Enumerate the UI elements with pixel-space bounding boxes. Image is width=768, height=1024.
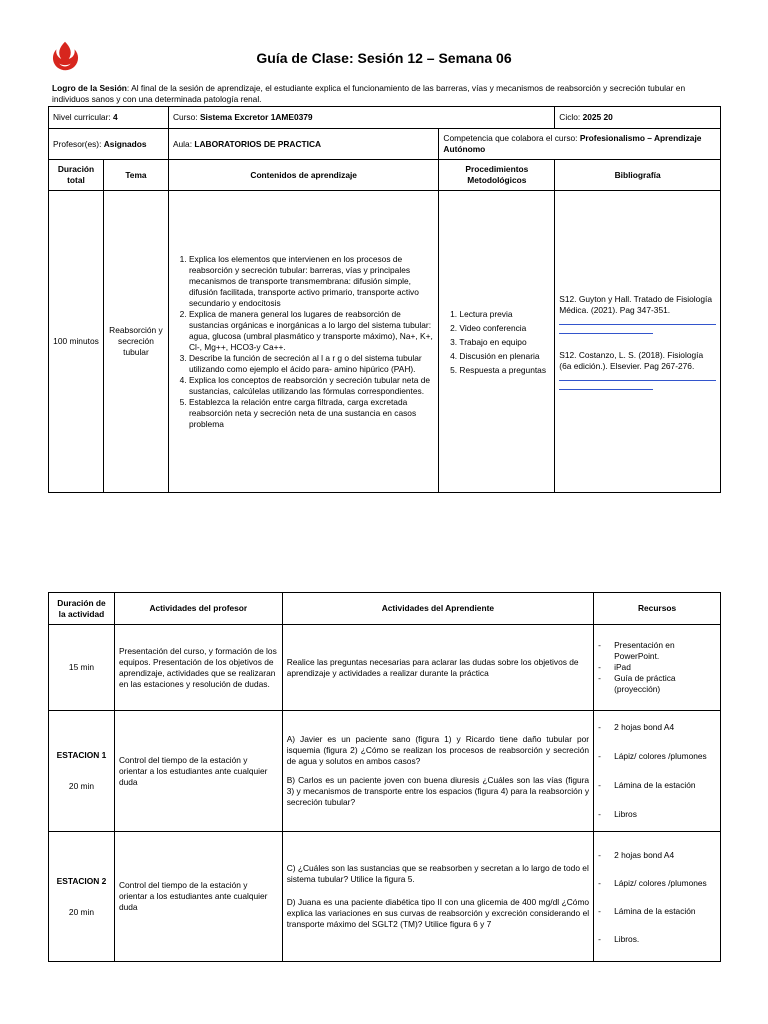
procedimientos (439, 191, 555, 493)
bibliografia (555, 191, 721, 493)
recurso-item: - 2 hojas bond A4 (598, 713, 716, 742)
actividad-profesor: Presentación del curso, y formación de los equipos. Presentación de los objetivos de aprendizaje, actividades que se realizaran en las estaciones y resolución de dudas. (114, 625, 282, 711)
recurso-item: - Presentación en PowerPoint. (598, 640, 716, 662)
header-procedimientos: Procedimientos Metodológicos (439, 160, 555, 191)
recurso-item: - Lámina de la estación (598, 897, 716, 925)
header-actividades-aprendiente: Actividades del Aprendiente (282, 593, 593, 625)
duracion-actividad: 20 min (68, 906, 95, 917)
recurso-item: - Guía de práctica (proyección) (598, 673, 716, 695)
contenido-item: 4. Explica los conceptos de reabsorción y secreción tubular neta de sustancias, calcúlelas utilizando las fórmulas correspondientes. (189, 375, 434, 397)
header-bibliografia: Bibliografía (555, 160, 721, 191)
bib-link-line (559, 372, 716, 381)
estacion-label: ESTACION 1 (56, 750, 107, 760)
contenido-item: 3. Describe la función de secreción al l a r g o del sistema tubular utilizando como ejemplo el ácido para- amino hipúrico (PAH). (189, 353, 434, 375)
aprendiente-text: C) ¿Cuáles son las sustancias que se reabsorben y secretan a lo largo de todo el sistema tubular? Utilice la figura 5. (286, 863, 589, 884)
contenido-item: 2. Explica de manera general los lugares de reabsorción de sustancias orgánicas e inorgánicas a lo largo del sistema tubular: agua, glucosa (umbral plasmático y transporte máximo), Na+, K+, Cl-, Mg++, HCO3-y Ca++. (189, 309, 434, 353)
recurso-item: - Lámina de la estación (598, 771, 716, 800)
contenido-item: 5. Establezca la relación entre carga filtrada, carga excretada reabsorción neta y secreción neta de una sustancia en casos problema (189, 397, 434, 430)
aprendiente-text: D) Juana es una paciente diabética tipo II con una glicemia de 400 mg/dl ¿Cómo explica las variaciones en sus curvas de reabsorción y excreción considerando el transporte máximo del SGLT2 (TM)? Utilice figura 6 y 7 (286, 897, 590, 929)
actividad-aprendiente (282, 711, 593, 832)
competencia-cell: Competencia que colabora el curso: Profesionalismo – Aprendizaje Autónomo (439, 129, 721, 160)
recurso-item: - Lápiz/ colores /plumones (598, 869, 716, 897)
procedimiento-item: 5. Respuesta a preguntas (459, 363, 550, 377)
recurso-item: - Libros (598, 800, 716, 829)
duracion-actividad: 15 min (49, 625, 115, 711)
aprendiente-text: B) Carlos es un paciente joven con buena diuresis ¿Cuáles son las vías (figura 3) y mecanismos de transporte entre los espacios (figura 4) para la reabsorción y secreción tubular? (286, 775, 590, 807)
header-recursos: Recursos (594, 593, 721, 625)
bibliografia-item: S12. Costanzo, L. S. (2018). Fisiología (6a edición.). Elsevier. Pag 267-276. (559, 349, 704, 371)
logro-text: : Al final de la sesión de aprendizaje, el estudiante explica el funcionamiento de las barreras, vías y mecanismos de reabsorción y secreción tubular en individuos sanos y con una determinada patología renal. (52, 83, 686, 104)
actividad-profesor: Control del tiempo de la estación y orientar a los estudiantes ante cualquier duda (114, 711, 282, 832)
actividad-profesor: Control del tiempo de la estación y orientar a los estudiantes ante cualquier duda (114, 832, 282, 962)
header-tema: Tema (103, 160, 168, 191)
aprendiente-text: Realice las preguntas necesarias para aclarar las dudas sobre los objetivos de aprendizaje y actividades a realizar durante la práctica (286, 656, 579, 678)
aula-cell: Aula: LABORATORIOS DE PRACTICA (168, 129, 438, 160)
procedimiento-item: 3. Trabajo en equipo (459, 335, 550, 349)
header-contenidos: Contenidos de aprendizaje (168, 160, 438, 191)
bib-link-line (559, 316, 716, 325)
duracion-actividad: 20 min (68, 781, 95, 791)
procedimiento-item: 4. Discusión en plenaria (459, 349, 550, 363)
contenidos (168, 191, 438, 493)
nivel-cell: Nivel curricular: 4 (49, 107, 169, 129)
recurso-item: - iPad (598, 662, 716, 673)
estacion-cell (49, 711, 115, 832)
header-duracion-actividad: Duración de la actividad (49, 593, 115, 625)
header-duracion: Duración total (49, 160, 104, 191)
profesor-cell: Profesor(es): Asignados (49, 129, 169, 160)
bib-link-line (559, 381, 653, 390)
tema: Reabsorción y secreción tubular (103, 191, 168, 493)
procedimiento-item: 1. Lectura previa (459, 307, 550, 321)
duracion-total: 100 minutos (49, 191, 104, 493)
curso-cell: Curso: Sistema Excretor 1AME0379 (168, 107, 554, 129)
procedimiento-item: 2. Video conferencia (459, 321, 550, 335)
recurso-item: - 2 hojas bond A4 (598, 841, 716, 869)
recurso-item: - Lápiz/ colores /plumones (598, 742, 716, 771)
logro-label: Logro de la Sesión (52, 83, 127, 93)
recursos (594, 832, 721, 962)
bib-link-line (559, 325, 653, 334)
ciclo-cell: Ciclo: 2025 20 (555, 107, 721, 129)
actividad-aprendiente (282, 625, 593, 711)
activities-table (48, 592, 721, 962)
logro-sesion (52, 83, 712, 105)
bibliografia-item: S12. Guyton y Hall. Tratado de Fisiología Médica. (2021). Pag 347-351. (559, 293, 712, 315)
actividad-aprendiente (282, 832, 593, 962)
estacion-label: ESTACION 2 (56, 875, 107, 886)
recurso-item: - Libros. (598, 925, 716, 953)
aprendiente-text: A) Javier es un paciente sano (figura 1) y Ricardo tiene daño tubular por isquemia (figura 2) ¿Cómo se realizan los procesos de reabsorción y secreción de agua y solutos en ambos casos? (286, 734, 590, 766)
page-title: Guía de Clase: Sesión 12 – Semana 06 (256, 50, 512, 66)
contenido-item: 1. Explica los elementos que intervienen en los procesos de reabsorción y secreción tubular: barreras, vías y principales mecanismos de transporte transmembrana: difusión simple, difusión facilitada, transporte activo primario, transporte activo secundario y endocitosis (189, 254, 434, 309)
recursos (594, 711, 721, 832)
session-table (48, 106, 721, 493)
estacion-cell (49, 832, 115, 962)
recursos (594, 625, 721, 711)
header-actividades-profesor: Actividades del profesor (114, 593, 282, 625)
